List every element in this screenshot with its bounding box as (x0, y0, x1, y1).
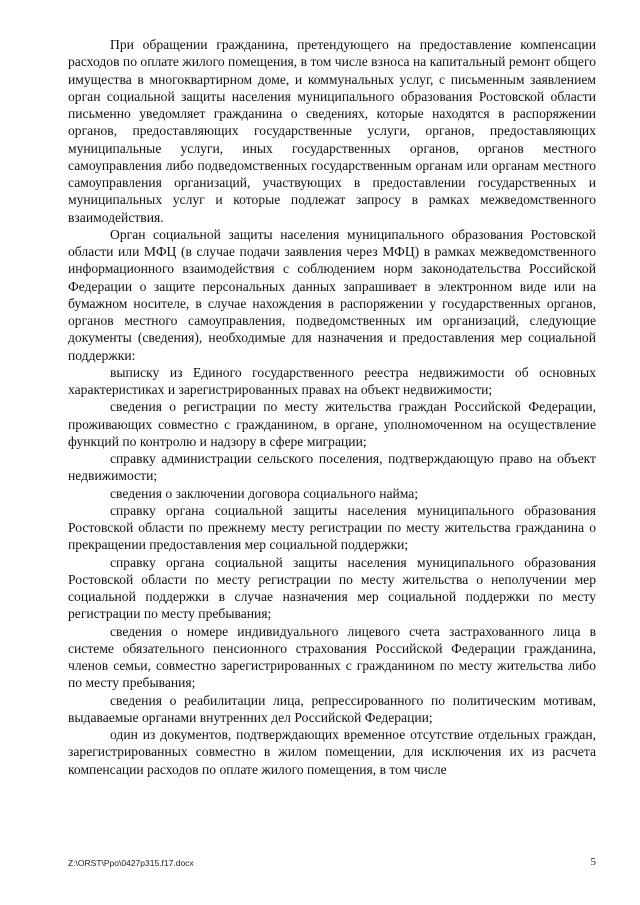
list-item: справку органа социальной защиты населения муниципального образования Ростовской области по прежнему месту регистрации по месту жительства гражданина о прекращении предоставления мер социальной поддержки; (68, 502, 596, 553)
list-item: сведения о номере индивидуального лицевого счета застрахованного лица в системе обязательного пенсионного страхования Российской Федерации гражданина, членов семьи, совместно зарегистрированных с гражданином по месту жительства либо по месту пребывания; (68, 623, 596, 691)
list-item: сведения о регистрации по месту жительства граждан Российской Федерации, проживающих совместно с гражданином, в органе, уполномоченном на осуществление функций по контролю и надзору в сфере миграции; (68, 399, 596, 449)
document-body (68, 36, 596, 778)
paragraph: При обращении гражданина, претендующего на предоставление компенсации расходов по оплате жилого помещения, в том числе взноса на капитальный ремонт общего имущества в многоквартирном доме, и коммунальных услуг, с письменным заявлением орган социальной защиты населения муниципального образования Ростовской области письменно уведомляет гражданина о сведениях, которые находятся в распоряжении органов, предоставляющих государственные услуги, органов, предоставляющих муниципальные услуги, иных государственных органов, органов местного самоуправления либо подведомственных государственным органам или органам местного самоуправления организаций, участвующих в предоставлении государственных и муниципальных услуг и которые подлежат запросу в рамках межведомственного взаимодействия. (68, 37, 596, 225)
list-item: выписку из Единого государственного реестра недвижимости об основных характеристиках и зарегистрированных правах на объект недвижимости; (68, 364, 596, 397)
paragraph: Орган социальной защиты населения муниципального образования Ростовской области или МФЦ (в случае подачи заявления через МФЦ) в рамках межведомственного информационного взаимодействия с соблюдением норм законодательства Российской Федерации о защите персональных данных запрашивает в электронном виде или на бумажном носителе, в случае нахождения в распоряжении у государственных органов, органов местного самоуправления, подведомственных им организаций, следующие документы (сведения), необходимые для назначения и предоставления мер социальной поддержки: (68, 226, 596, 363)
page-number: 5 (590, 856, 596, 868)
list-item: справку администрации сельского поселения, подтверждающую право на объект недвижимости; (68, 451, 596, 484)
list-item: один из документов, подтверждающих временное отсутствие отдельных граждан, зарегистрированных совместно в жилом помещении, для исключения их из расчета компенсации расходов по оплате жилого помещения, в том числе (68, 727, 596, 777)
list-item: справку органа социальной защиты населения муниципального образования Ростовской области по месту регистрации по месту жительства о неполучении мер социальной поддержки в случае назначения мер социальной поддержки по месту регистрации по месту пребывания; (68, 554, 596, 622)
footer-file-path: Z:\ORST\Ppo\0427p315.f17.docx (68, 858, 194, 868)
list-item: сведения о реабилитации лица, репрессированного по политическим мотивам, выдаваемые органами внутренних дел Российской Федерации; (68, 692, 596, 725)
list-item: сведения о заключении договора социального найма; (110, 485, 419, 501)
